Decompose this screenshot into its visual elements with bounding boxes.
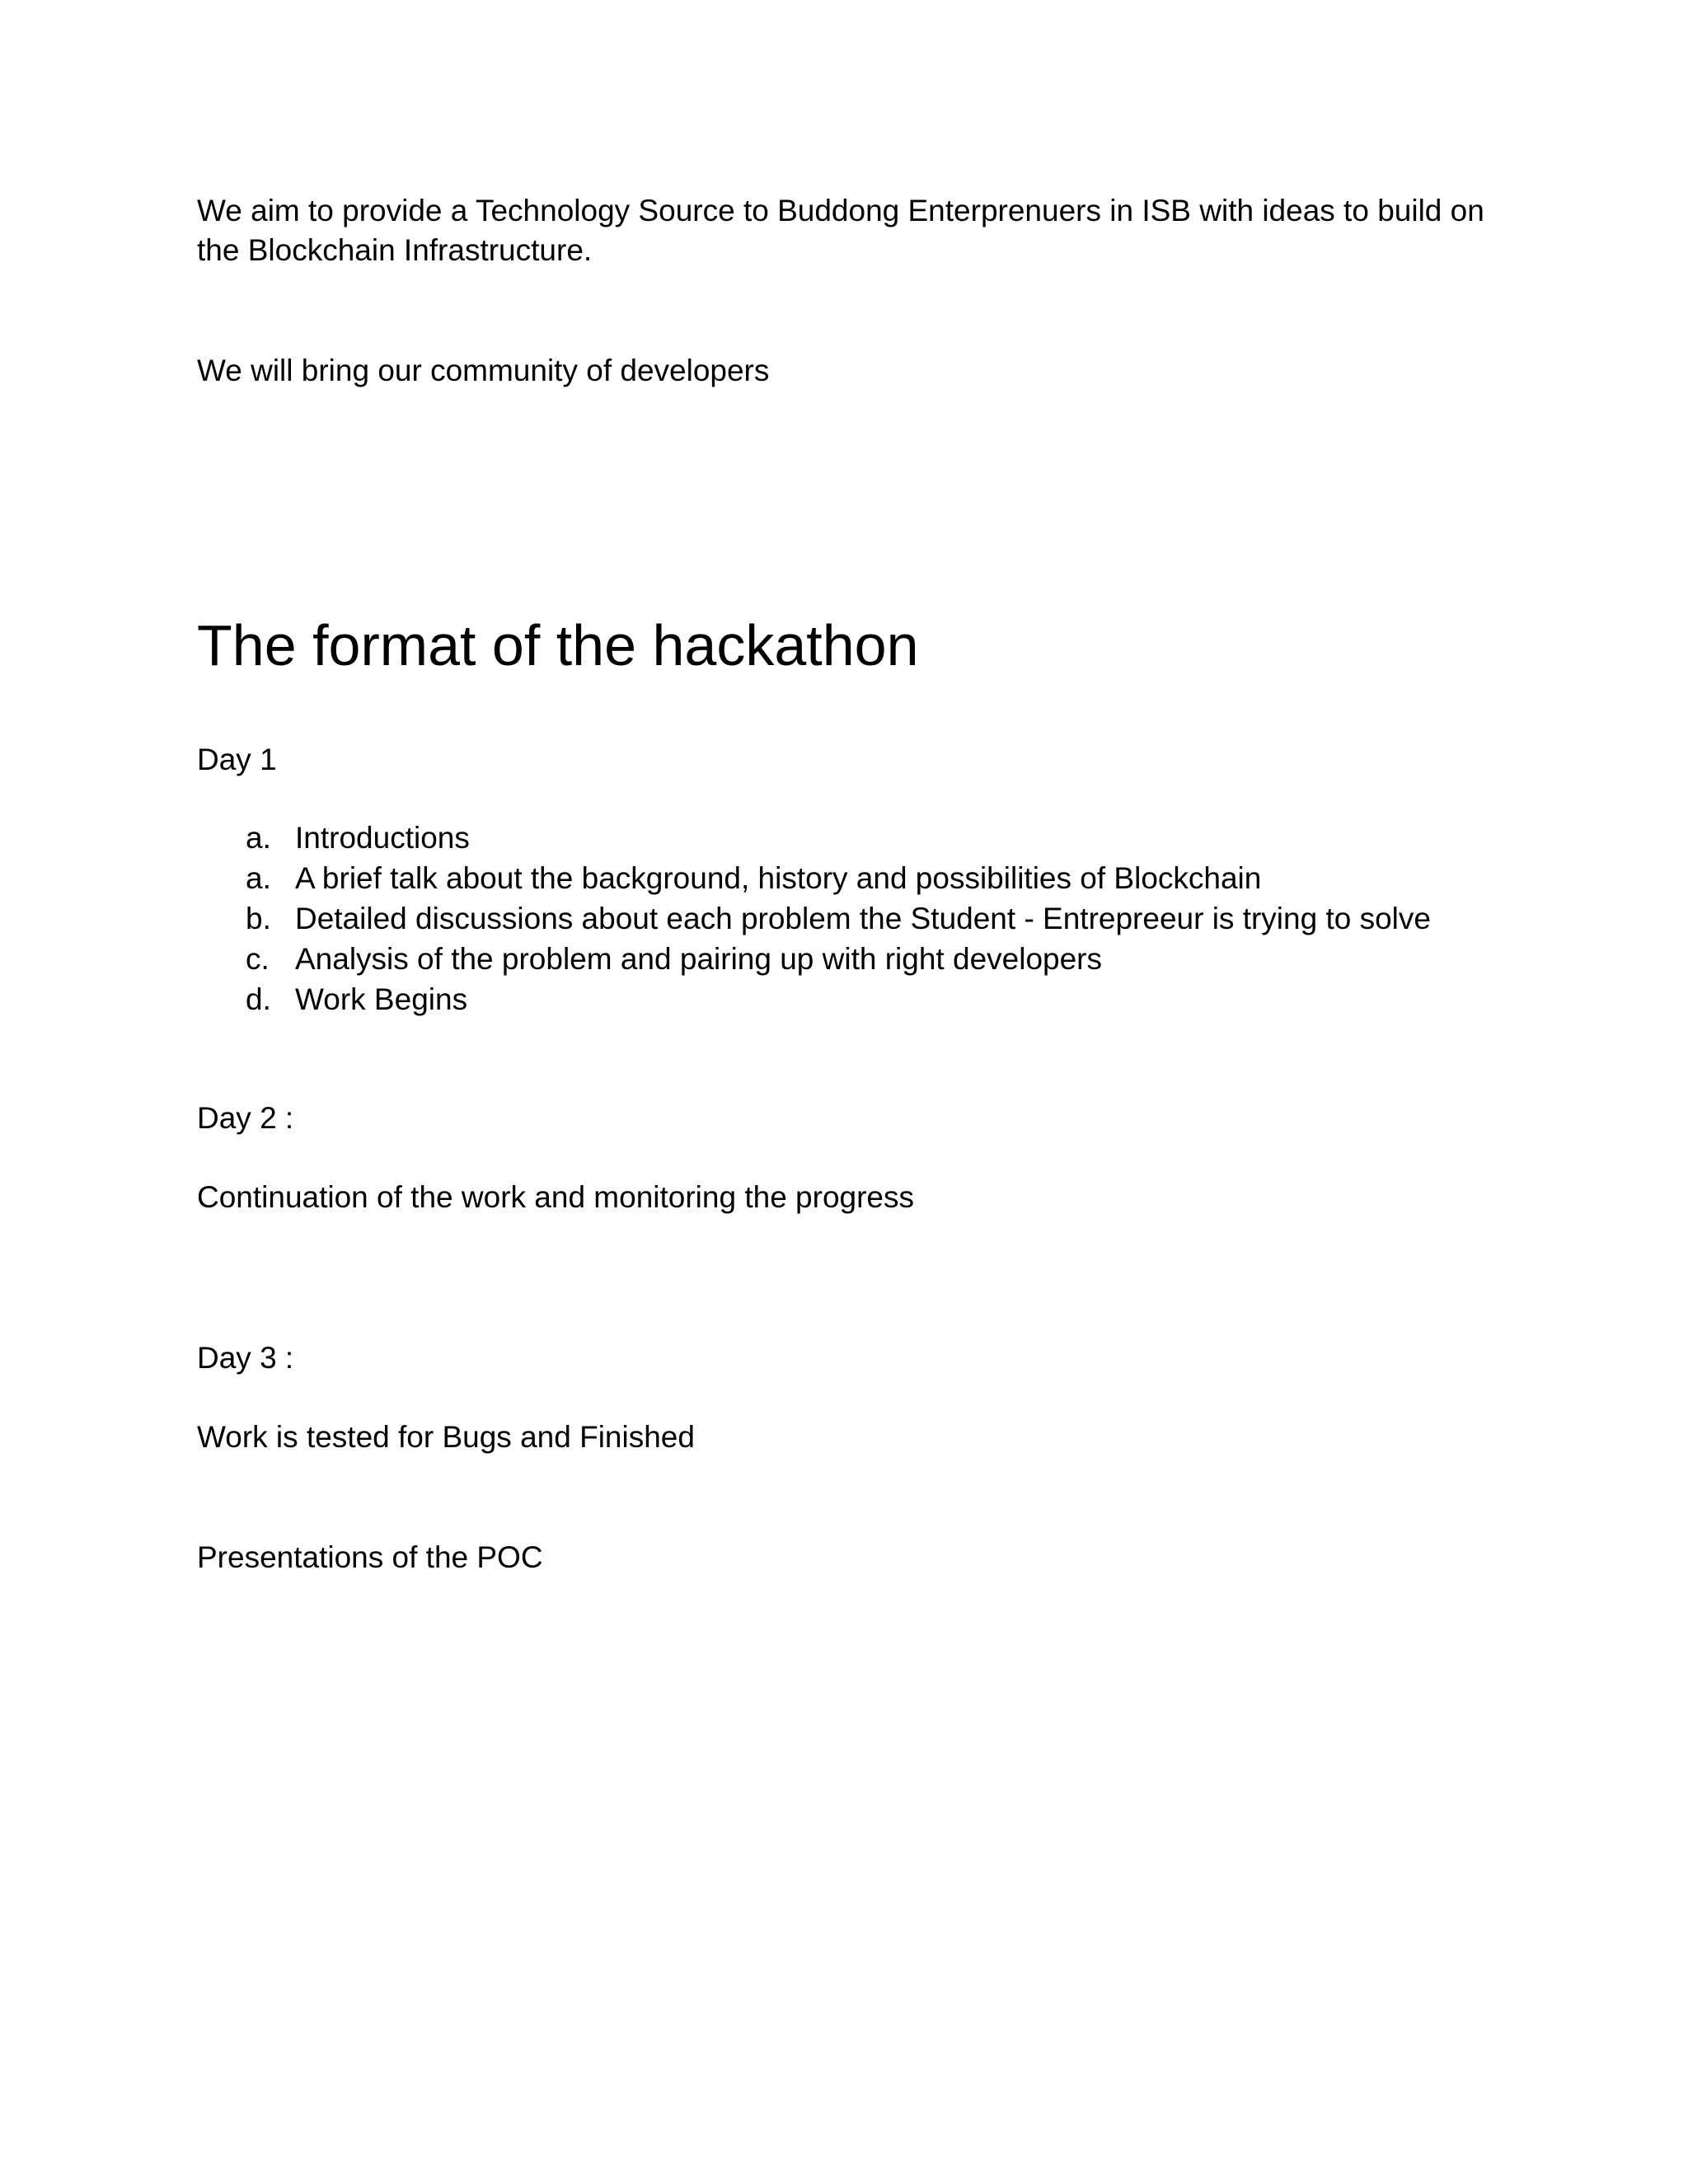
list-item-text: Analysis of the problem and pairing up with right developers (295, 942, 1103, 976)
list-item-text: Detailed discussions about each problem the Student - Entrepreeur is trying to solve (295, 902, 1431, 935)
intro-paragraph-line-1: We aim to provide a Technology Source to Buddong Enterprenuers in ISB with ideas to build on (197, 194, 1484, 227)
list-marker: c. (246, 942, 270, 976)
day-1-label: Day 1 (197, 743, 277, 776)
list-item-text: A brief talk about the background, history and possibilities of Blockchain (295, 861, 1262, 895)
intro-paragraph-line-2: the Blockchain Infrastructure. (197, 233, 593, 267)
list-marker: a. (246, 821, 271, 855)
list-marker: b. (246, 902, 271, 935)
list-item-text: Introductions (295, 821, 470, 855)
list-marker: a. (246, 861, 271, 895)
day-2-description: Continuation of the work and monitoring the progress (197, 1180, 915, 1214)
day-2-label: Day 2 : (197, 1101, 294, 1135)
presentations-text: Presentations of the POC (197, 1540, 543, 1574)
day-3-description: Work is tested for Bugs and Finished (197, 1420, 695, 1454)
day-3-label: Day 3 : (197, 1341, 294, 1375)
community-paragraph: We will bring our community of developers (197, 354, 770, 387)
section-heading: The format of the hackathon (197, 613, 919, 677)
list-item-text: Work Begins (295, 982, 468, 1016)
list-marker: d. (246, 982, 271, 1016)
